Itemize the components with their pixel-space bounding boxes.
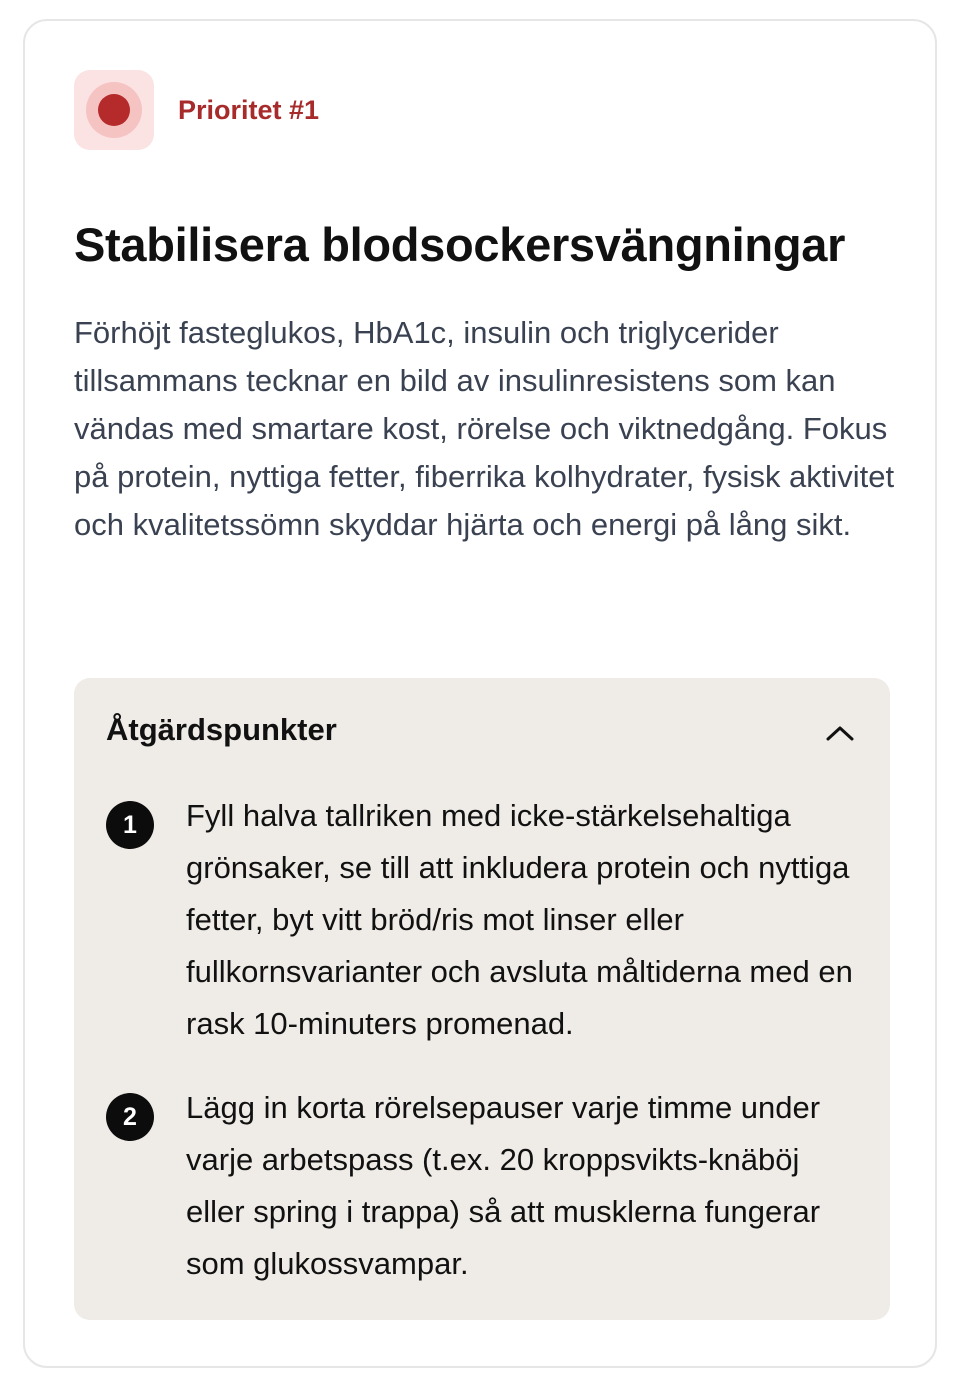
step-number-badge: 2 — [106, 1093, 154, 1141]
step-number-badge: 1 — [106, 801, 154, 849]
priority-card — [23, 19, 937, 1368]
chevron-up-icon[interactable] — [820, 718, 860, 748]
priority-indicator — [74, 70, 319, 150]
record-dot-icon — [74, 70, 154, 150]
action-points-header[interactable]: Åtgärdspunkter — [106, 712, 337, 747]
card-description: Förhöjt fasteglukos, HbA1c, insulin och triglycerider tillsammans tecknar en bild av insulinresistens som kan vändas med smartare kost, rörelse och viktnedgång. Fokus på protein, nyttiga fetter, fiberrika kolhydrater, fysisk aktivitet och kvalitetssömn skyddar hjärta och energi på lång sikt. — [74, 315, 895, 542]
action-item-text: Lägg in korta rörelsepauser varje timme under varje arbetspass (t.ex. 20 kroppsvikts-knäböj eller spring i trappa) så att musklerna fungerar som glukossvampar. — [186, 1090, 821, 1281]
action-item-text: Fyll halva tallriken med icke-stärkelsehaltiga grönsaker, se till att inkludera protein och nyttiga fetter, byt vitt bröd/ris mot linser eller fullkornsvarianter och avsluta måltiderna med en rask 10-minuters promenad. — [186, 798, 853, 1041]
priority-label: Prioritet #1 — [178, 94, 320, 125]
action-points-panel — [74, 678, 890, 1320]
card-title: Stabilisera blodsockersvängningar — [74, 218, 846, 271]
